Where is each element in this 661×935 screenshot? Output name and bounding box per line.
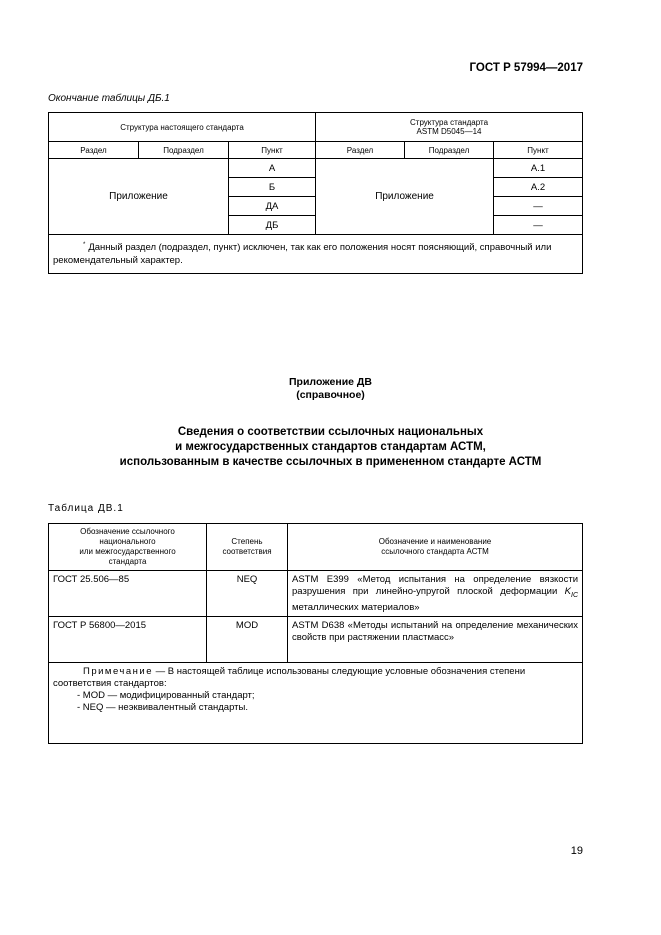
- table2-caption: Таблица ДВ.1: [48, 503, 124, 514]
- note-item: - MOD — модифицированный стандарт;: [77, 690, 255, 701]
- ref-text: ASTM D638 «Методы испытаний на определение механических свойств при растяжении пластмасс»: [292, 620, 578, 643]
- appendix-title: Приложение ДВ: [289, 376, 372, 388]
- col-header: Раздел: [316, 142, 405, 159]
- standard-code: ГОСТ Р 57994—2017: [469, 62, 583, 74]
- left-point-cell: А: [229, 159, 316, 178]
- note-text: — В настоящей таблице использованы следующие условные обозначения степени соответствия стандартов:: [53, 666, 526, 689]
- left-point-cell: Б: [229, 178, 316, 197]
- right-group-line1: Структура стандарта: [410, 118, 489, 127]
- header-line: или межгосударственного: [79, 547, 176, 556]
- appendix-heading-line: Сведения о соответствии ссылочных национальных: [177, 426, 484, 438]
- appendix-heading-line: использованным в качестве ссылочных в примененном стандарте АСТМ: [119, 456, 542, 468]
- ref-subscript: IC: [571, 591, 578, 599]
- table2-note: [49, 663, 583, 744]
- right-point-cell: А.2: [494, 178, 583, 197]
- right-group-header: [316, 113, 583, 142]
- table-dv1: [48, 523, 583, 744]
- right-point-cell: А.1: [494, 159, 583, 178]
- header-line: Обозначение ссылочного: [80, 527, 175, 536]
- astm-ref-cell: [288, 617, 583, 663]
- col-header: Раздел: [49, 142, 139, 159]
- col-header: Пункт: [229, 142, 316, 159]
- right-point-cell: —: [494, 216, 583, 235]
- left-point-cell: ДА: [229, 197, 316, 216]
- ref-text-end: металлических материалов»: [292, 601, 420, 613]
- note-body: [53, 666, 578, 690]
- left-group-header: Структура настоящего стандарта: [49, 113, 316, 142]
- col-header-astm: [288, 524, 583, 571]
- table-row: [49, 617, 583, 663]
- page-number: 19: [570, 845, 583, 857]
- degree-cell: NEQ: [207, 571, 288, 617]
- footnote-mark: *: [83, 242, 86, 248]
- col-header-degree: [207, 524, 288, 571]
- note-label: Примечание: [83, 666, 153, 677]
- standard-cell: ГОСТ Р 56800—2015: [49, 617, 207, 663]
- appendix-heading-line: и межгосударственных стандартов стандартам АСТМ,: [175, 441, 486, 453]
- right-point-cell: —: [494, 197, 583, 216]
- astm-ref-cell: [288, 571, 583, 617]
- ref-text: ASTM E399 «Метод испытания на определение вязкости разрушения при линейно-упругой плоской деформации: [292, 574, 578, 597]
- ref-symbol: K: [564, 586, 571, 597]
- col-header: Пункт: [494, 142, 583, 159]
- header-line: Степень: [231, 537, 263, 546]
- col-header: Подраздел: [139, 142, 229, 159]
- degree-cell: MOD: [207, 617, 288, 663]
- header-line: национального: [99, 537, 156, 546]
- left-point-cell: ДБ: [229, 216, 316, 235]
- header-line: соответствия: [222, 547, 272, 556]
- right-section-cell: Приложение: [316, 159, 494, 235]
- appendix-heading: [0, 425, 661, 470]
- footnote-text: Данный раздел (подраздел, пункт) исключен, так как его положения носят поясняющий, справочный или рекомендательный характер.: [53, 242, 552, 266]
- table-db1-end: [48, 112, 583, 274]
- col-header: Подраздел: [405, 142, 494, 159]
- col-header-standard: [49, 524, 207, 571]
- right-group-line2: ASTM D5045—14: [416, 127, 482, 136]
- header-line: Обозначение и наименование: [378, 537, 492, 546]
- standard-cell: ГОСТ 25.506—85: [49, 571, 207, 617]
- table1-caption: Окончание таблицы ДБ.1: [48, 93, 170, 104]
- table1-footnote: [49, 235, 583, 274]
- note-item: - NEQ — неэквивалентный стандарты.: [77, 702, 248, 713]
- header-line: стандарта: [108, 557, 147, 566]
- left-section-cell: Приложение: [49, 159, 229, 235]
- table-row: [49, 571, 583, 617]
- appendix-subtitle: (справочное): [296, 389, 365, 401]
- header-line: ссылочного стандарта АСТМ: [381, 547, 489, 556]
